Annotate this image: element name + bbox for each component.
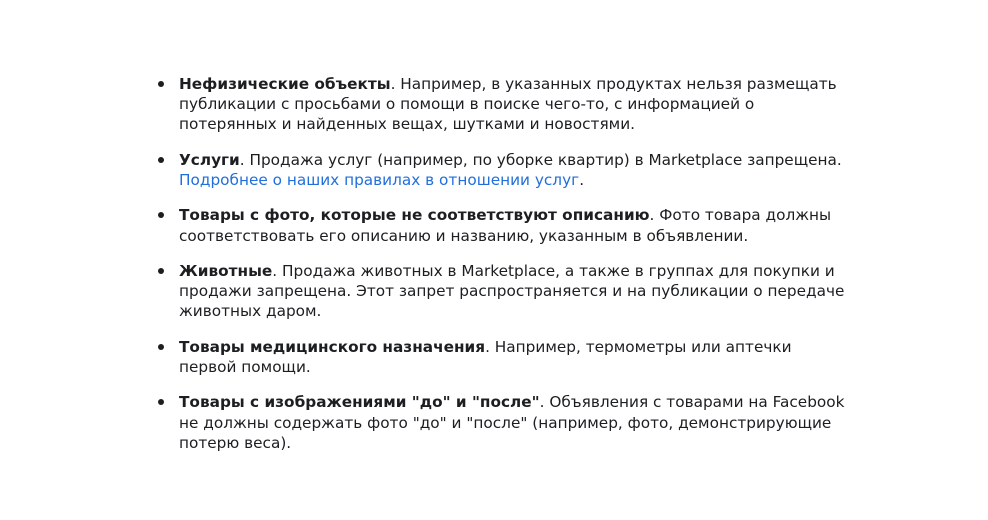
prohibited-items-list <box>158 74 848 453</box>
list-item-mismatched-photos <box>158 205 848 245</box>
list-item-animals <box>158 261 848 322</box>
item-text: . Например, в указанных продуктах нельзя размещать публикации с просьбами о помощи в поиске чего-то, с информацией о потерянных и найденных вещах, шутками и новостями. <box>179 75 837 134</box>
list-item-services <box>158 150 848 190</box>
item-title: Животные <box>179 261 273 280</box>
list-item-nonphysical <box>158 74 848 135</box>
item-title: Товары с изображениями "до" и "после" <box>179 393 540 412</box>
list-item-medical <box>158 337 848 377</box>
item-text: . Фото товара должны соответствовать его описанию и названию, указанным в объявлении. <box>179 206 832 245</box>
item-title: Товары медицинского назначения <box>179 337 486 356</box>
services-policy-link[interactable]: Подробнее о наших правилах в отношении услуг <box>179 171 580 189</box>
item-title: Услуги <box>179 150 240 169</box>
item-title: Товары с фото, которые не соответствуют описанию <box>179 206 650 225</box>
item-text: . Например, термометры или аптечки первой помощи. <box>179 337 792 376</box>
list-item-before-after <box>158 392 848 453</box>
item-text: . Объявления с товарами на Facebook не должны содержать фото "до" и "после" (например, фото, демонстрирующие потерю веса). <box>179 393 845 452</box>
item-title: Нефизические объекты <box>179 75 391 93</box>
item-text-after: . <box>579 171 585 189</box>
item-text: . Продажа животных в Marketplace, а также в группах для покупки и продажи запрещена. Этот запрет распространяется и на публикации о передаче животных даром. <box>179 261 845 321</box>
item-text: . Продажа услуг (например, по уборке квартир) в Marketplace запрещена. <box>239 150 842 169</box>
